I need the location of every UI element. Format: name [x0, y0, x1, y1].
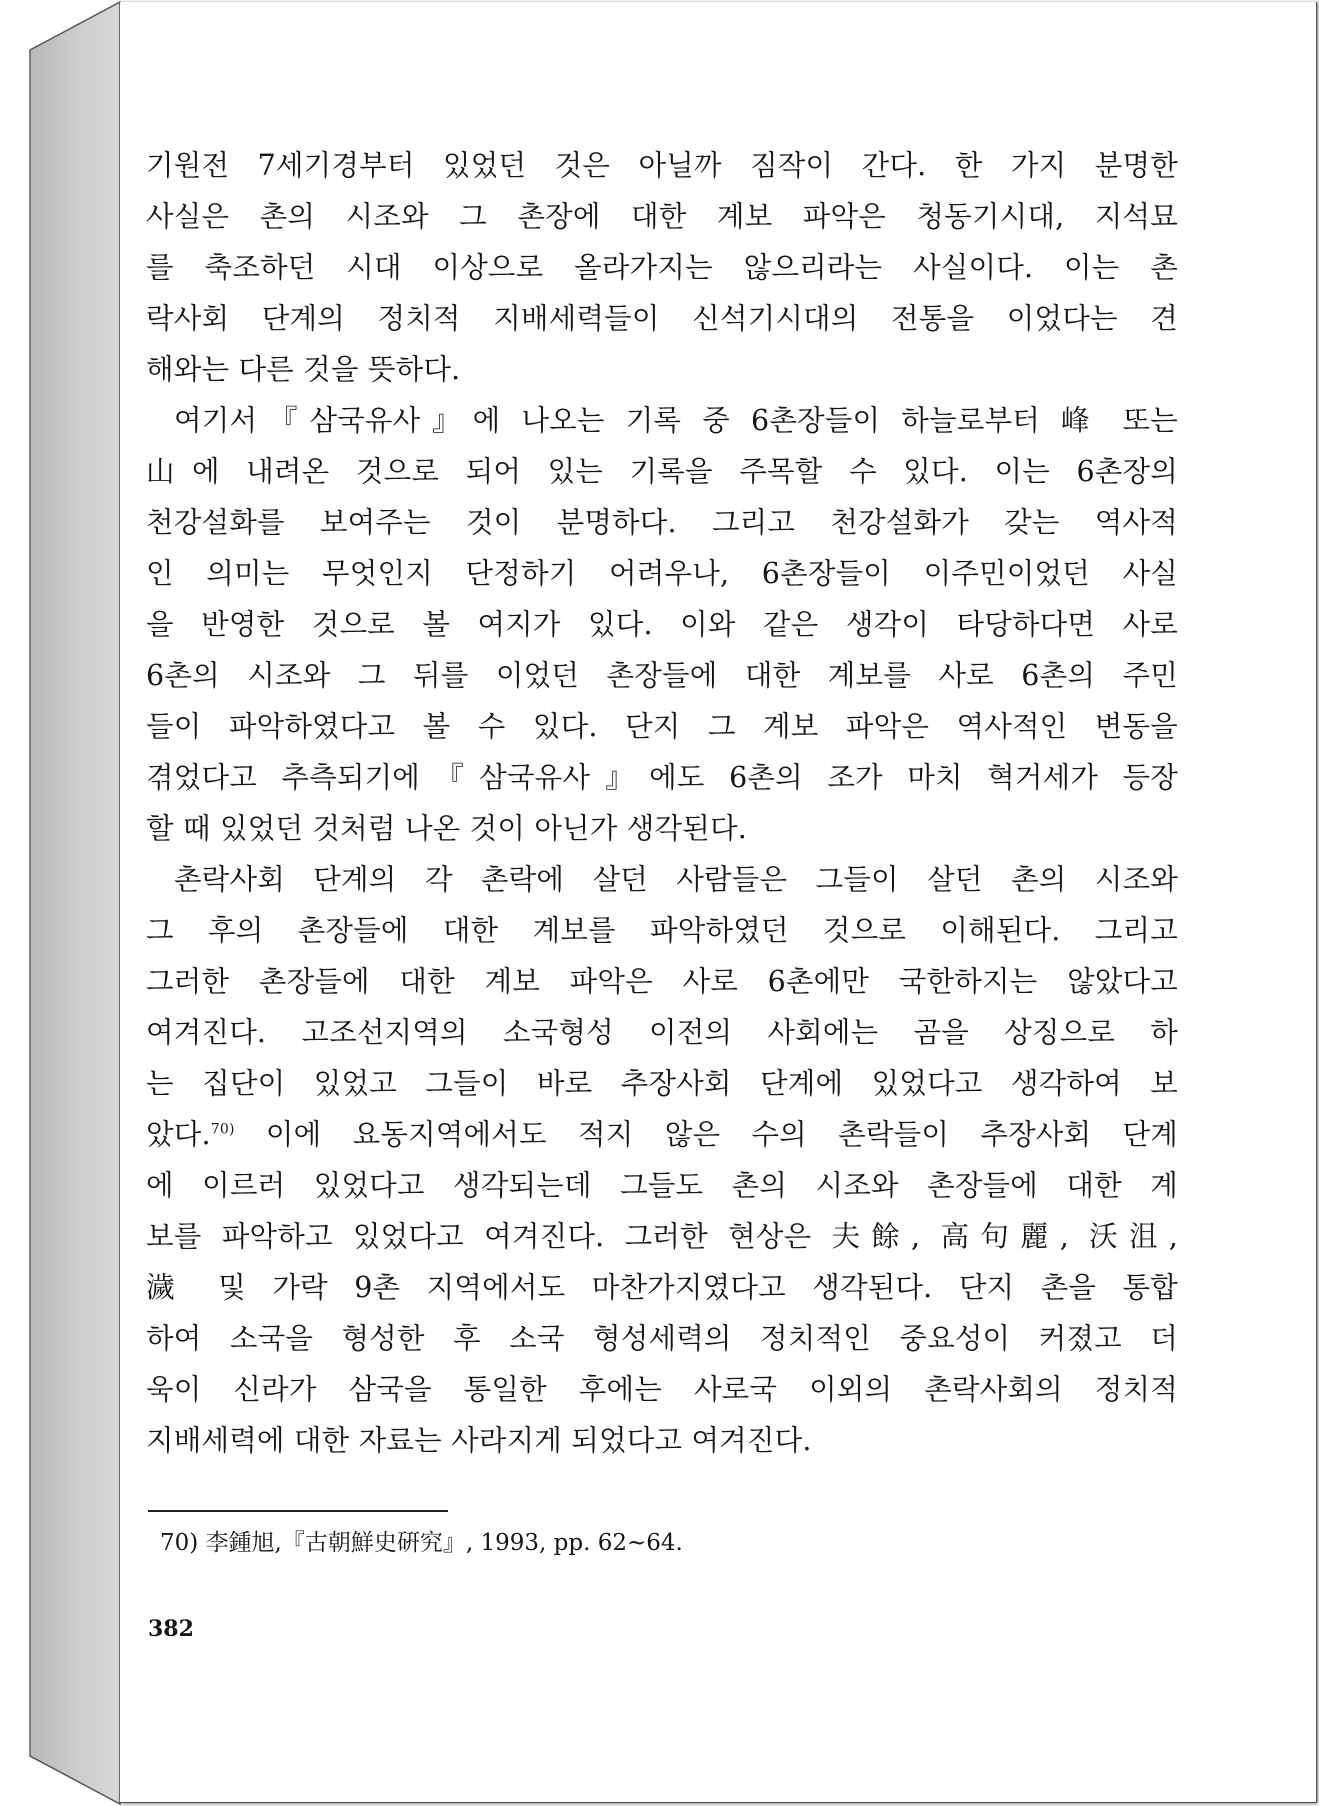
text-line: 를 축조하던 시대 이상으로 올라가지는 않으리라는 사실이다. 이는 촌 [146, 251, 1178, 284]
text-line: 보를 파악하고 있었다고 여겨진다. 그러한 현상은 夫餘, 高句麗, 沃沮, [146, 1220, 1178, 1253]
text-line: 겪었다고 추측되기에『삼국유사』에도 6촌의 조가 마치 혁거세가 등장 [146, 761, 1178, 794]
text-line: 사실은 촌의 시조와 그 촌장에 대한 계보 파악은 청동기시대, 지석묘 [146, 200, 1178, 233]
text-line: 그러한 촌장들에 대한 계보 파악은 사로 6촌에만 국한하지는 않았다고 [146, 965, 1178, 998]
text-line: 濊 및 가락 9촌 지역에서도 마찬가지였다고 생각된다. 단지 촌을 통합 [146, 1271, 1178, 1304]
text-line: 욱이 신라가 삼국을 통일한 후에는 사로국 이외의 촌락사회의 정치적 [146, 1373, 1178, 1406]
text-line: 기원전 7세기경부터 있었던 것은 아닐까 짐작이 간다. 한 가지 분명한 [146, 149, 1178, 182]
text-line: 6촌의 시조와 그 뒤를 이었던 촌장들에 대한 계보를 사로 6촌의 주민 [146, 659, 1178, 692]
text-line: 촌락사회 단계의 각 촌락에 살던 사람들은 그들이 살던 촌의 시조와 [174, 863, 1178, 896]
text-line: 들이 파악하였다고 볼 수 있다. 단지 그 계보 파악은 역사적인 변동을 [146, 710, 1178, 743]
page-number: 382 [148, 1616, 194, 1642]
text-line: 는 집단이 있었고 그들이 바로 추장사회 단계에 있었다고 생각하여 보 [146, 1067, 1178, 1100]
text-line: 그 후의 촌장들에 대한 계보를 파악하였던 것으로 이해된다. 그리고 [146, 914, 1178, 947]
text-line: 았다.$^{70)}$ 이에 요동지역에서도 적지 않은 수의 촌락들이 추장사회 단계 [146, 1118, 1178, 1151]
footnote-divider [148, 1510, 448, 1512]
text-line: 여겨진다. 고조선지역의 소국형성 이전의 사회에는 곰을 상징으로 하 [146, 1016, 1178, 1049]
text-line: 하여 소국을 형성한 후 소국 형성세력의 정치적인 중요성이 커졌고 더 [146, 1322, 1178, 1355]
text-line: 해와는 다른 것을 뜻하다. [146, 353, 461, 386]
text-line: 山에 내려온 것으로 되어 있는 기록을 주목할 수 있다. 이는 6촌장의 [146, 455, 1178, 488]
text-line: 에 이르러 있었다고 생각되는데 그들도 촌의 시조와 촌장들에 대한 계 [146, 1169, 1178, 1202]
text-line: 여기서『삼국유사』에 나오는 기록 중 6촌장들이 하늘로부터 峰 또는 [174, 404, 1178, 437]
text-line: 천강설화를 보여주는 것이 분명하다. 그리고 천강설화가 갖는 역사적 [146, 506, 1178, 539]
text-line: 인 의미는 무엇인지 단정하기 어려우나, 6촌장들이 이주민이었던 사실 [146, 557, 1178, 590]
text-line: 지배세력에 대한 자료는 사라지게 되었다고 여겨진다. [146, 1424, 812, 1457]
footnote: 70) 李鍾旭,『古朝鮮史硏究』, 1993, pp. 62~64. [160, 1530, 683, 1556]
book-spine [0, 0, 122, 1806]
text-line: 락사회 단계의 정치적 지배세력들이 신석기시대의 전통을 이었다는 견 [146, 302, 1178, 335]
footnote-marker[interactable]: 70) [210, 1121, 235, 1138]
paragraph [146, 395, 1178, 854]
body-text [146, 140, 1178, 1466]
paragraph [146, 854, 1178, 1466]
paragraph [146, 140, 1178, 395]
text-line: 할 때 있었던 것처럼 나온 것이 아닌가 생각된다. [146, 812, 747, 845]
text-line: 을 반영한 것으로 볼 여지가 있다. 이와 같은 생각이 타당하다면 사로 [146, 608, 1178, 641]
